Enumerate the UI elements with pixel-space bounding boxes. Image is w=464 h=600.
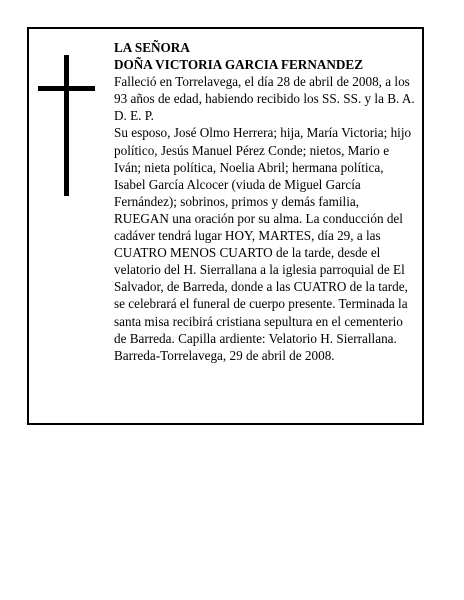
deceased-name: DOÑA VICTORIA GARCIA FERNANDEZ — [114, 57, 364, 73]
death-details: Falleció en Torrelavega, el día 28 de abril de 2008, a los 93 años de edad, habiendo recibido los SS. SS. y la B. A. — [114, 74, 415, 107]
family-and-funeral-details: Su esposo, José Olmo Herrera; hija, María Victoria; hijo político, Jesús Manuel Pérez Conde; nietos, Mario e Iván; nieta política, Noelia Abril; hermana política, Isabel García Alcocer (viuda de Miguel García Fernández); sobrinos, primos y demás familia, RUEGAN una oración por su alma. La conducción del cadáver tendrá lugar HOY, MARTES, día 29, a las CUATRO MENOS CUARTO de la tarde, desde el velatorio del H. Sierrallana a la iglesia parroquial de El Salvador, de Barreda, donde a las CUATRO de la tarde, se celebrará el funeral de cuerpo presente. Terminada la santa misa recibirá cristiana sepultura en el cementerio de Barreda. Capilla ardiente: Velatorio H. Sierrallana. — [114, 125, 412, 346]
rest-in-peace: D. E. P. — [114, 108, 154, 124]
notice-title: LA SEÑORA — [114, 40, 190, 55]
notice-text — [114, 39, 416, 364]
closing-place-date: Barreda-Torrelavega, 29 de abril de 2008. — [114, 347, 335, 363]
